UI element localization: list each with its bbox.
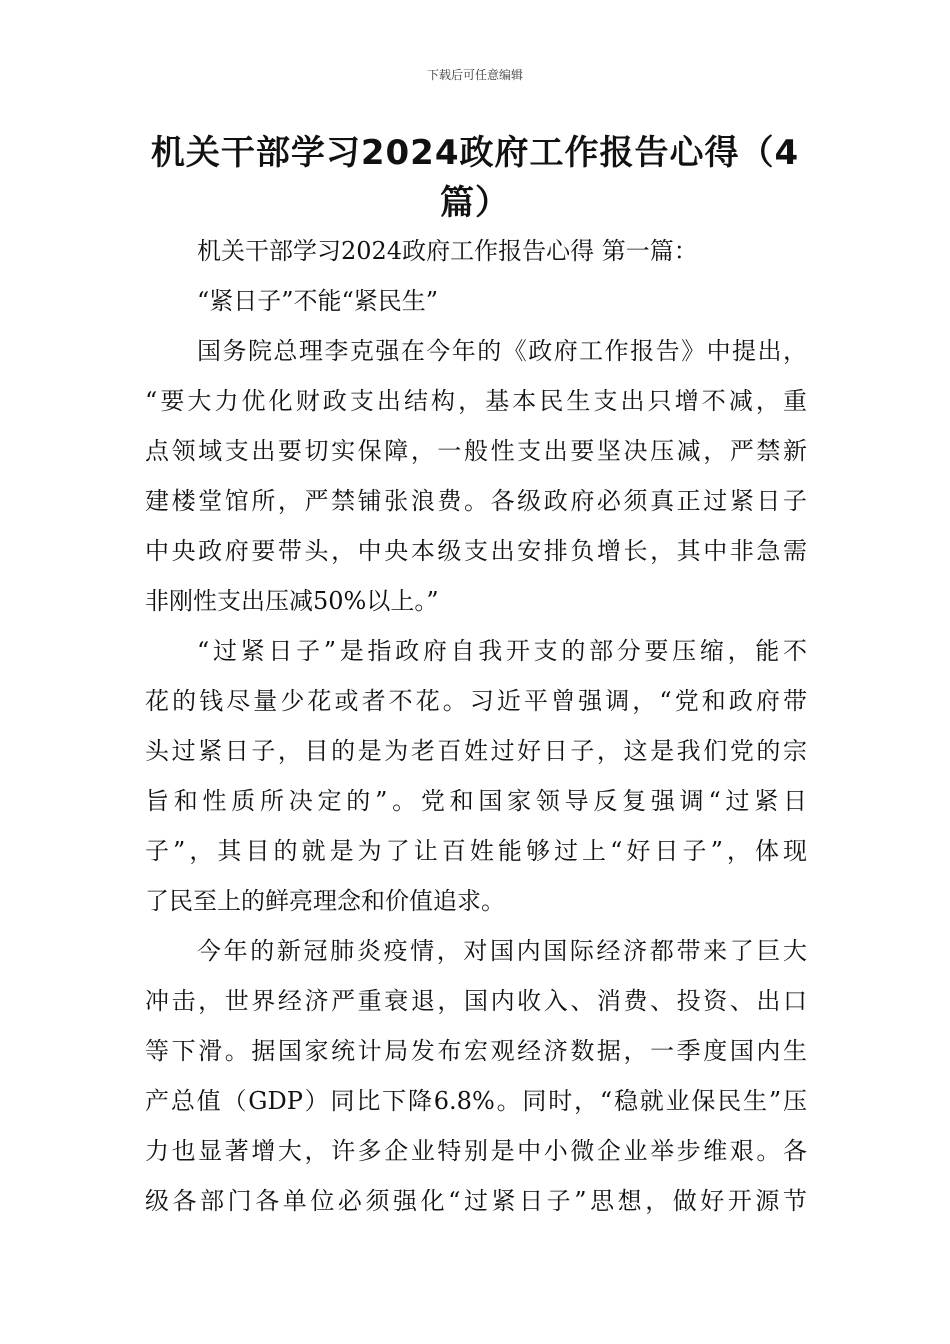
paragraph-line: 花的钱尽量少花或者不花。习近平曾强调，“党和政府带: [145, 687, 807, 715]
paragraph-line: 了民至上的鲜亮理念和价值追求。: [145, 887, 505, 915]
paragraph-line: 力也显著增大，许多企业特别是中小微企业举步维艰。各: [145, 1137, 807, 1165]
paragraph-line: 点领域支出要切实保障，一般性支出要坚决压减，严禁新: [145, 437, 807, 465]
paragraph-line: 建楼堂馆所，严禁铺张浪费。各级政府必须真正过紧日子: [145, 487, 807, 515]
document-subtitle: 机关干部学习2024政府工作报告心得 第一篇：: [197, 237, 698, 265]
page-header-note: 下载后可任意编辑: [426, 68, 523, 82]
section-heading: “紧日子”不能“紧民生”: [197, 287, 439, 315]
paragraph-line: 国务院总理李克强在今年的《政府工作报告》中提出，: [197, 337, 807, 365]
paragraph-line: 非刚性支出压减50%以上。”: [145, 587, 439, 615]
paragraph-line: “要大力优化财政支出结构，基本民生支出只增不减，重: [145, 387, 807, 415]
paragraph-line: 旨和性质所决定的”。党和国家领导反复强调“过紧日: [145, 787, 807, 815]
document-body: [145, 226, 807, 1226]
paragraph-line: “过紧日子”是指政府自我开支的部分要压缩，能不: [197, 637, 807, 665]
paragraph-1: [145, 326, 807, 626]
paragraph-line: 头过紧日子，目的是为老百姓过好日子，这是我们党的宗: [145, 737, 807, 765]
paragraph-line: 中央政府要带头，中央本级支出安排负增长，其中非急需: [145, 537, 807, 565]
paragraph-line: 产总值（GDP）同比下降6.8%。同时，“稳就业保民生”压: [145, 1087, 807, 1115]
paragraph-2: [145, 626, 807, 926]
paragraph-line: 等下滑。据国家统计局发布宏观经济数据，一季度国内生: [145, 1037, 807, 1065]
paragraph-line: 子”，其目的就是为了让百姓能够过上“好日子”，体现: [145, 837, 807, 865]
paragraph-line: 今年的新冠肺炎疫情，对国内国际经济都带来了巨大: [197, 937, 807, 965]
document-title: 机关干部学习2024政府工作报告心得（4篇）: [150, 133, 800, 223]
paragraph-line: 级各部门各单位必须强化“过紧日子”思想，做好开源节: [145, 1187, 807, 1215]
paragraph-line: 冲击，世界经济严重衰退，国内收入、消费、投资、出口: [145, 987, 807, 1015]
paragraph-3: [145, 926, 807, 1226]
